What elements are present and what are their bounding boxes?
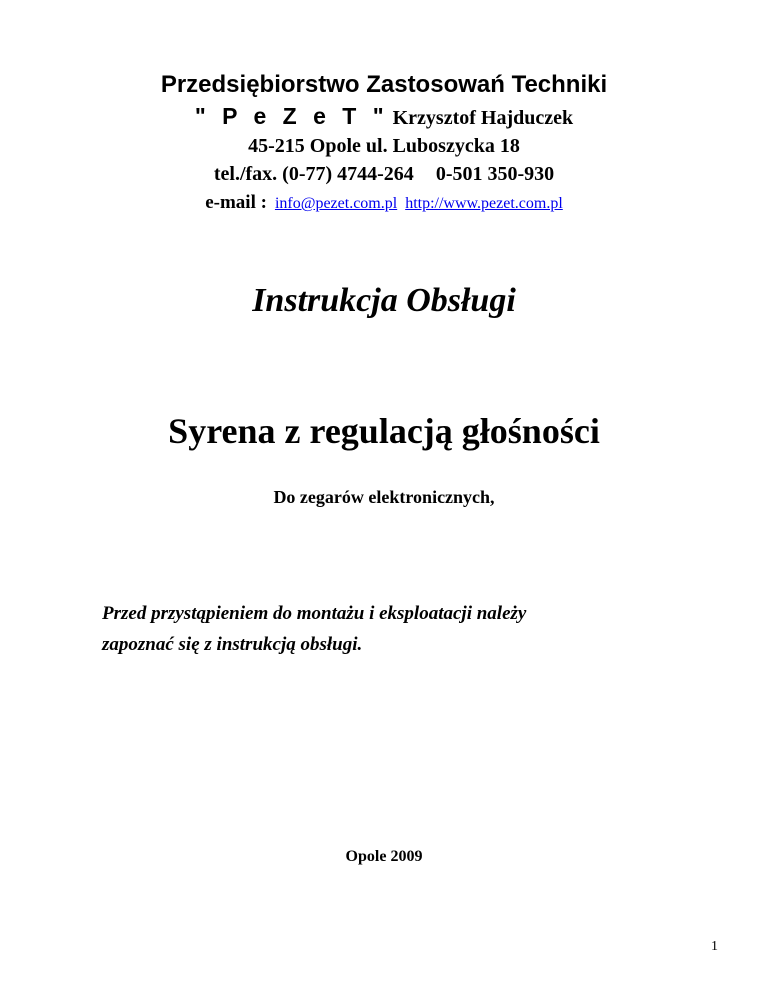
product-subtitle: Do zegarów elektronicznych, xyxy=(273,487,495,507)
brand-name: " P e Z e T " xyxy=(194,103,389,129)
mobile-phone: 0-501 350-930 xyxy=(435,163,555,185)
contact-line xyxy=(0,192,768,214)
company-name: Przedsiębiorstwo Zastosowań Techniki xyxy=(160,71,608,98)
page-number: 1 xyxy=(711,939,718,954)
brand-line xyxy=(0,103,768,130)
phone-line xyxy=(0,163,768,186)
notice-line-2: zapoznać się z instrukcją obsługi. xyxy=(102,634,363,655)
place-date: Opole 2009 xyxy=(345,848,423,865)
email-label: e-mail : xyxy=(205,192,267,213)
website-link[interactable]: http://www.pezet.com.pl xyxy=(405,195,563,212)
document-title: Instrukcja Obsługi xyxy=(252,282,516,319)
company-address: 45-215 Opole ul. Luboszycka 18 xyxy=(248,135,520,157)
owner-name: Krzysztof Hajduczek xyxy=(392,107,574,129)
safety-notice xyxy=(102,598,526,660)
product-name: Syrena z regulacją głośności xyxy=(168,411,600,451)
notice-line-1: Przed przystąpieniem do montażu i eksploatacji należy xyxy=(102,603,527,624)
phone-fax: tel./fax. (0-77) 4744-264 xyxy=(213,163,414,185)
email-link[interactable]: info@pezet.com.pl xyxy=(274,195,398,212)
